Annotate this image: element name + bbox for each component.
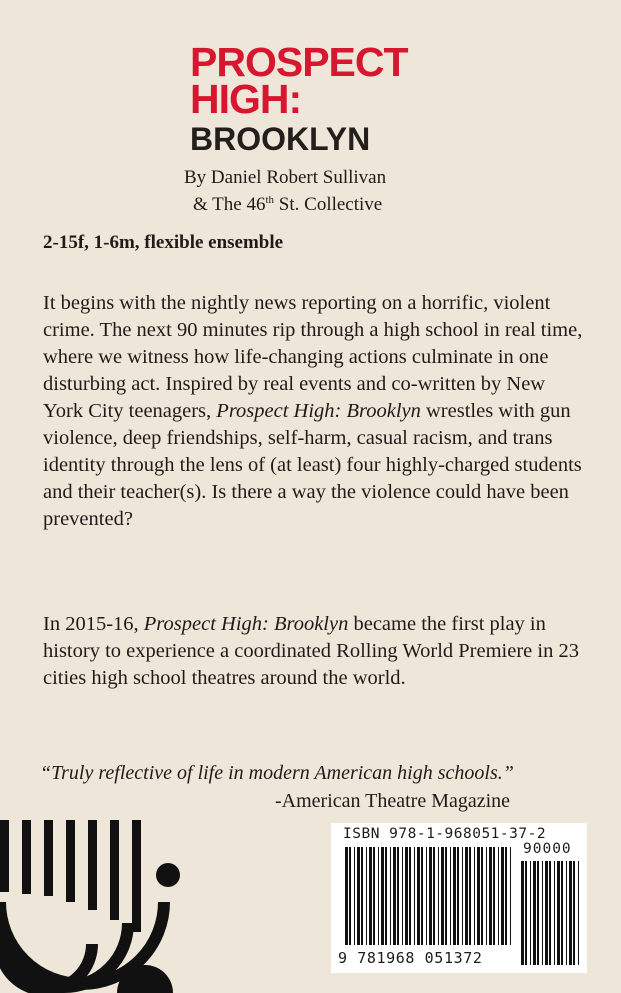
description-paragraph-2: [43, 611, 583, 692]
p2-title-italic: Prospect High: Brooklyn: [143, 613, 349, 635]
book-title: [190, 39, 490, 157]
p1-text-a: It begins with the nightly news reporting on a horrific, violent crime. The next 90 minutes rip through a high school in real time, where we witness how life-changing actions culminate in one disturbing act. Inspired by real events and co-written by New York City teenagers,: [43, 292, 583, 422]
byline-prefix: & The 46: [193, 194, 266, 215]
barcode-digits: 9 781968 051372: [338, 949, 483, 967]
byline: [184, 166, 424, 216]
p1-title-italic: Prospect High: Brooklyn: [216, 400, 421, 422]
logo-dot: [156, 863, 180, 887]
byline-collective: [184, 189, 424, 216]
p1-text-b: wrestles with gun violence, deep friendships, self-harm, casual racism, and trans identity through the lens of (at least) four highly-charged students and their teacher(s). Is there a way the violence could have been prevented?: [43, 400, 582, 530]
byline-author: By Daniel Robert Sullivan: [184, 167, 387, 188]
review-quote: “Truly reflective of life in modern American high schools.”: [40, 762, 514, 784]
publisher-logo-icon: [0, 820, 180, 993]
isbn-barcode: [331, 823, 587, 973]
logo-bar-5: [88, 820, 97, 910]
logo-bar-3: [44, 820, 53, 896]
logo-bar-2: [22, 820, 31, 894]
title-line-3: BROOKLYN: [190, 121, 371, 157]
cast-size: 2-15f, 1-6m, flexible ensemble: [43, 232, 284, 253]
price-addon: 90000: [523, 841, 572, 857]
review-source: -American Theatre Magazine: [275, 790, 511, 812]
byline-superscript: th: [265, 194, 275, 206]
title-line-2: HIGH:: [190, 76, 302, 122]
logo-bar-6: [110, 820, 119, 920]
logo-bar-7: [132, 820, 141, 932]
logo-bar-4: [66, 820, 75, 902]
isbn-label: ISBN 978-1-968051-37-2: [343, 826, 547, 842]
byline-suffix: St. Collective: [274, 194, 383, 215]
description-paragraph-1: [43, 290, 583, 533]
p2-text-b: became the first play in history to experience a coordinated Rolling World Premiere in 23 cities high school theatres around the world.: [43, 613, 579, 689]
p2-text-a: In 2015-16,: [43, 613, 144, 635]
logo-bar-1: [0, 820, 9, 892]
title-line-1: PROSPECT: [190, 39, 408, 85]
